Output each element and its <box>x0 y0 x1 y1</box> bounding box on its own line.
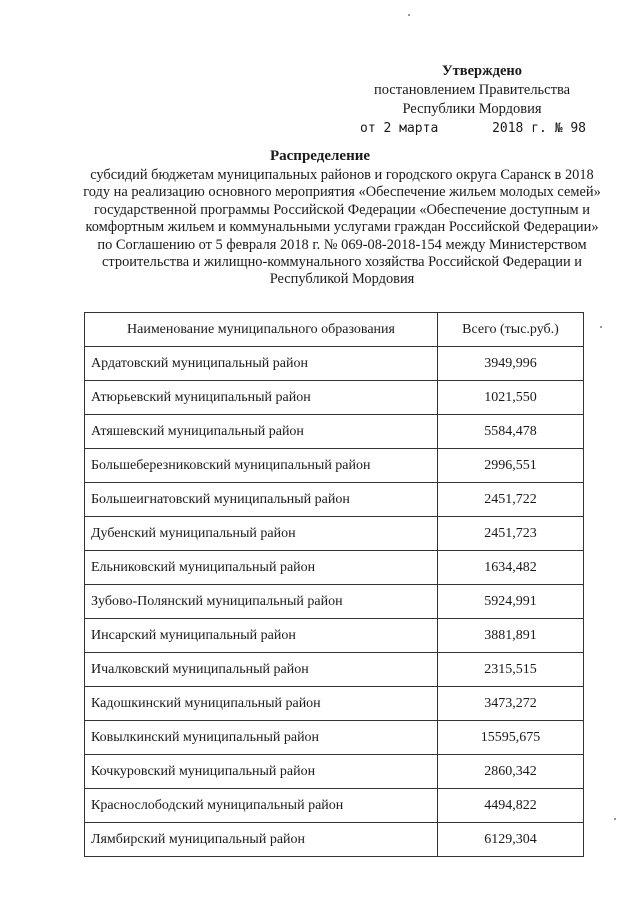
municipality-name: Атюрьевский муниципальный район <box>85 381 438 415</box>
municipality-name: Большеигнатовский муниципальный район <box>85 483 438 517</box>
table-row <box>85 789 584 823</box>
subsidy-total: 6129,304 <box>438 823 584 857</box>
subsidy-total: 2996,551 <box>438 449 584 483</box>
subsidy-total: 2451,723 <box>438 517 584 551</box>
approval-date-line <box>352 119 592 138</box>
subsidy-total: 1021,550 <box>438 381 584 415</box>
table-row <box>85 551 584 585</box>
scan-speck <box>614 818 616 820</box>
subsidy-total: 5584,478 <box>438 415 584 449</box>
subsidy-total: 2451,722 <box>438 483 584 517</box>
table-row <box>85 721 584 755</box>
table-row <box>85 415 584 449</box>
column-header-name: Наименование муниципального образования <box>85 313 438 347</box>
subsidy-total: 3881,891 <box>438 619 584 653</box>
table-row <box>85 755 584 789</box>
municipality-name: Дубенский муниципальный район <box>85 517 438 551</box>
municipality-name: Ковылкинский муниципальный район <box>85 721 438 755</box>
municipality-name: Лямбирский муниципальный район <box>85 823 438 857</box>
municipality-name: Инсарский муниципальный район <box>85 619 438 653</box>
distribution-table <box>84 312 584 857</box>
table-row <box>85 619 584 653</box>
table-row <box>85 449 584 483</box>
municipality-name: Атяшевский муниципальный район <box>85 415 438 449</box>
document-intro: субсидий бюджетам муниципальных районов и городского округа Саранск в 2018 году на реализацию основного мероприятия «Обеспечение жильем молодых семей» государственной программы Российской Федерации «Обеспечение доступным и комфортным жильем и коммунальными услугами граждан Российской Федерации» по Соглашению от 5 февраля 2018 г. № 069-08-2018-154 между Министерством строительства и жилищно-коммунального хозяйства Российской Федерации и Республикой Мордовия <box>83 167 601 288</box>
municipality-name: Ельниковский муниципальный район <box>85 551 438 585</box>
table-row <box>85 483 584 517</box>
municipality-name: Краснослободский муниципальный район <box>85 789 438 823</box>
subsidy-total: 3473,272 <box>438 687 584 721</box>
scan-speck <box>600 326 602 328</box>
document-heading: Распределение <box>269 148 371 164</box>
column-header-total: Всего (тыс.руб.) <box>438 313 584 347</box>
approval-block <box>352 62 592 138</box>
approval-date: от 2 марта <box>360 121 439 136</box>
subsidy-total: 2860,342 <box>438 755 584 789</box>
scan-speck <box>408 14 410 16</box>
municipality-name: Ичалковский муниципальный район <box>85 653 438 687</box>
approval-title: Утверждено <box>442 63 522 79</box>
municipality-name: Зубово-Полянский муниципальный район <box>85 585 438 619</box>
table-row <box>85 381 584 415</box>
subsidy-total: 15595,675 <box>438 721 584 755</box>
municipality-name: Ардатовский муниципальный район <box>85 347 438 381</box>
approval-line-2: Республики Мордовия <box>402 101 542 117</box>
approval-number: 2018 г. № 98 <box>492 121 586 136</box>
subsidy-total: 2315,515 <box>438 653 584 687</box>
subsidy-total: 3949,996 <box>438 347 584 381</box>
municipality-name: Кадошкинский муниципальный район <box>85 687 438 721</box>
subsidy-total: 1634,482 <box>438 551 584 585</box>
table-row <box>85 585 584 619</box>
municipality-name: Кочкуровский муниципальный район <box>85 755 438 789</box>
table-row <box>85 653 584 687</box>
table-row <box>85 517 584 551</box>
approval-line-1: постановлением Правительства <box>373 82 571 98</box>
table-row <box>85 687 584 721</box>
table-row <box>85 823 584 857</box>
subsidy-total: 4494,822 <box>438 789 584 823</box>
table-header-row <box>85 313 584 347</box>
subsidy-total: 5924,991 <box>438 585 584 619</box>
table-body <box>85 347 584 857</box>
table-row <box>85 347 584 381</box>
municipality-name: Большеберезниковский муниципальный район <box>85 449 438 483</box>
